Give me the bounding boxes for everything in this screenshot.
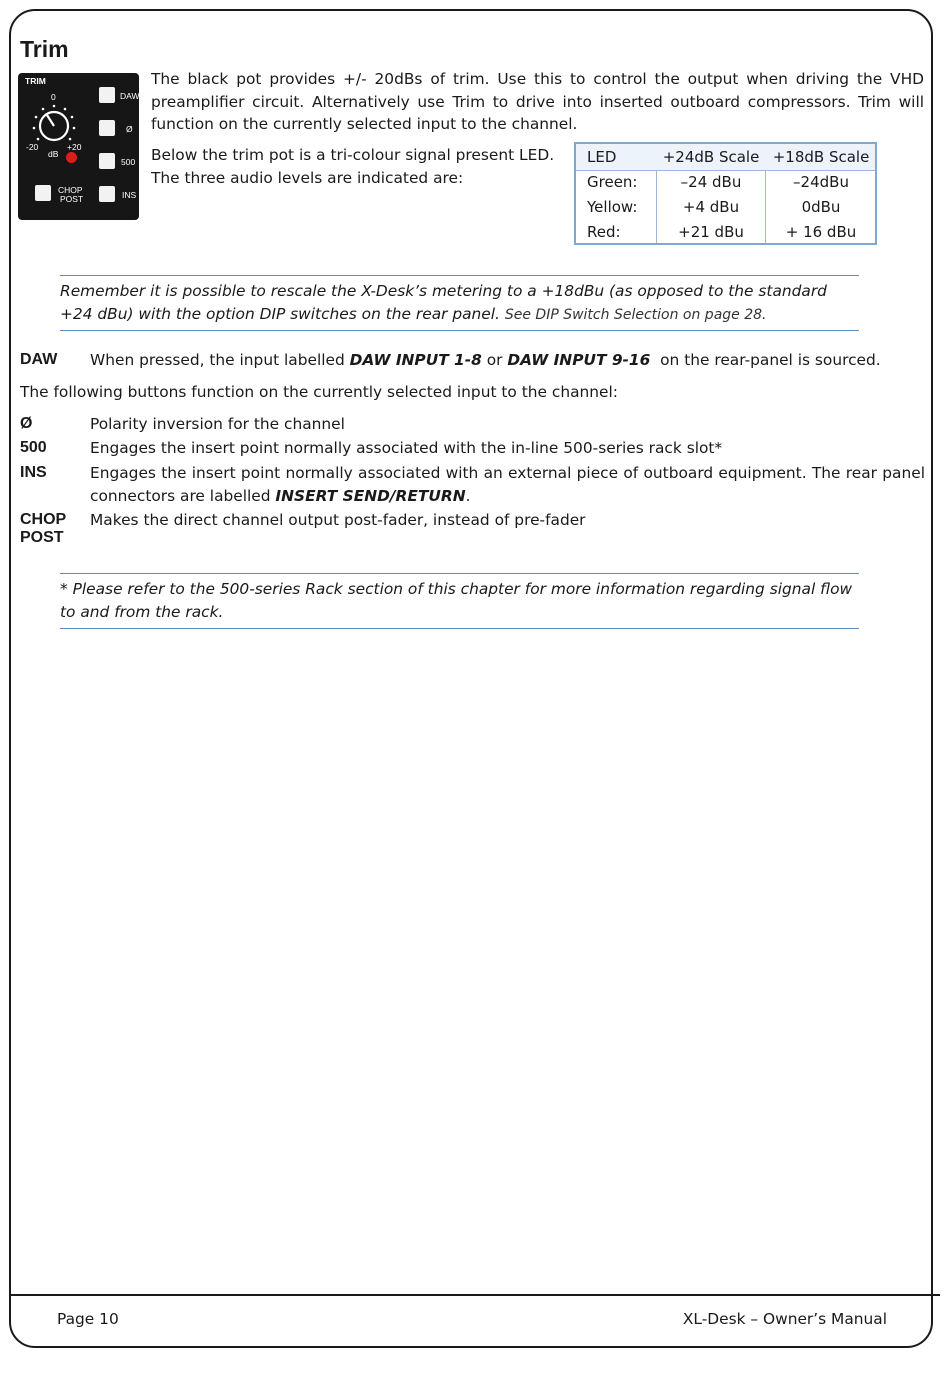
definition-description: Polarity inversion for the channel [90,415,345,433]
ins-button[interactable] [99,186,115,202]
table-cell: +4 dBu [682,198,740,216]
trim-intro-paragraph: The black pot provides +/- 20dBs of trim. Use this to control the output when driving the VHD preamplifier circuit. Alternatively use Trim to drive into inserted outboard compressors. Trim will function on the currently selected input to the channel. [151,70,924,133]
following-paragraph: The following buttons function on the currently selected input to the channel: [20,383,618,401]
table-cell: Yellow: [587,198,638,216]
page-number: Page 10 [57,1310,119,1328]
panel-scale-top: 0 [51,92,56,102]
panel-scale-unit: dB [48,149,59,159]
led-level-table [574,142,877,245]
500-button[interactable] [99,153,115,169]
table-cell: –24 dBu [680,173,742,191]
dip-switch-reference-link[interactable]: See DIP Switch Selection on page 28. [504,306,767,323]
daw-input-label: DAW INPUT 9-16 [507,351,651,369]
500-button-label: 500 [121,157,136,167]
footer-divider [10,1294,940,1296]
table-cell: Red: [587,223,621,241]
table-cell: +21 dBu [678,223,744,241]
section-title: Trim [20,36,69,62]
table-header-row [576,144,875,171]
polarity-button-label: Ø [126,124,133,134]
post-label: POST [60,194,84,204]
table-cell: + 16 dBu [785,223,857,241]
chop-post-button[interactable] [35,185,51,201]
ins-button-label: INS [122,190,137,200]
table-cell: Green: [587,173,638,191]
trim-panel-image [18,73,139,220]
definition-term: INS [20,464,47,481]
polarity-button[interactable] [99,120,115,136]
definition-term: 500 [20,439,47,456]
definition-description: Makes the direct channel output post-fader, instead of pre-fader [90,511,586,529]
signal-led-icon [66,152,77,163]
panel-scale-right: +20 [67,142,82,152]
metering-note [60,275,859,331]
table-header-cell: LED [587,148,617,166]
table-cell: 0dBu [801,198,841,216]
rack-note: * Please refer to the 500-series Rack section of this chapter for more information regarding signal flow to and from the rack. [60,573,859,629]
table-cell: –24dBu [793,173,849,191]
panel-trim-label: TRIM [25,76,46,86]
definition-term: CHOP POST [20,511,67,546]
definition-term: DAW [20,351,58,368]
metering-note-text: Remember it is possible to rescale the X-Desk’s metering to a +18dBu (as opposed to the standard +24 dBu) with the option DIP switches on the rear panel. [60,282,827,323]
insert-send-return-label: INSERT SEND/RETURN [275,486,466,505]
manual-title: XL-Desk – Owner’s Manual [682,1310,887,1328]
daw-button[interactable] [99,87,115,103]
daw-button-label: DAW [120,91,140,101]
definition-description: Engages the insert point normally associated with an external piece of outboard equipment. The rear panel connectors are labelled INSERT SEND/RETURN. [90,464,925,505]
panel-scale-left: -20 [26,142,39,152]
table-header-cell: +24dB Scale [662,148,760,166]
definition-description: When pressed, the input labelled DAW INPUT 1-8 or DAW INPUT 9-16 on the rear-panel is sourced. [90,351,881,369]
led-intro-paragraph: Below the trim pot is a tri-colour signal present LED. The three audio levels are indicated are: [151,146,555,187]
table-header-cell: +18dB Scale [772,148,870,166]
definition-description: Engages the insert point normally associated with the in-line 500-series rack slot* [90,439,723,457]
daw-input-label: DAW INPUT 1-8 [349,351,482,369]
chop-label: CHOP [58,185,83,195]
definition-term: Ø [20,415,33,432]
